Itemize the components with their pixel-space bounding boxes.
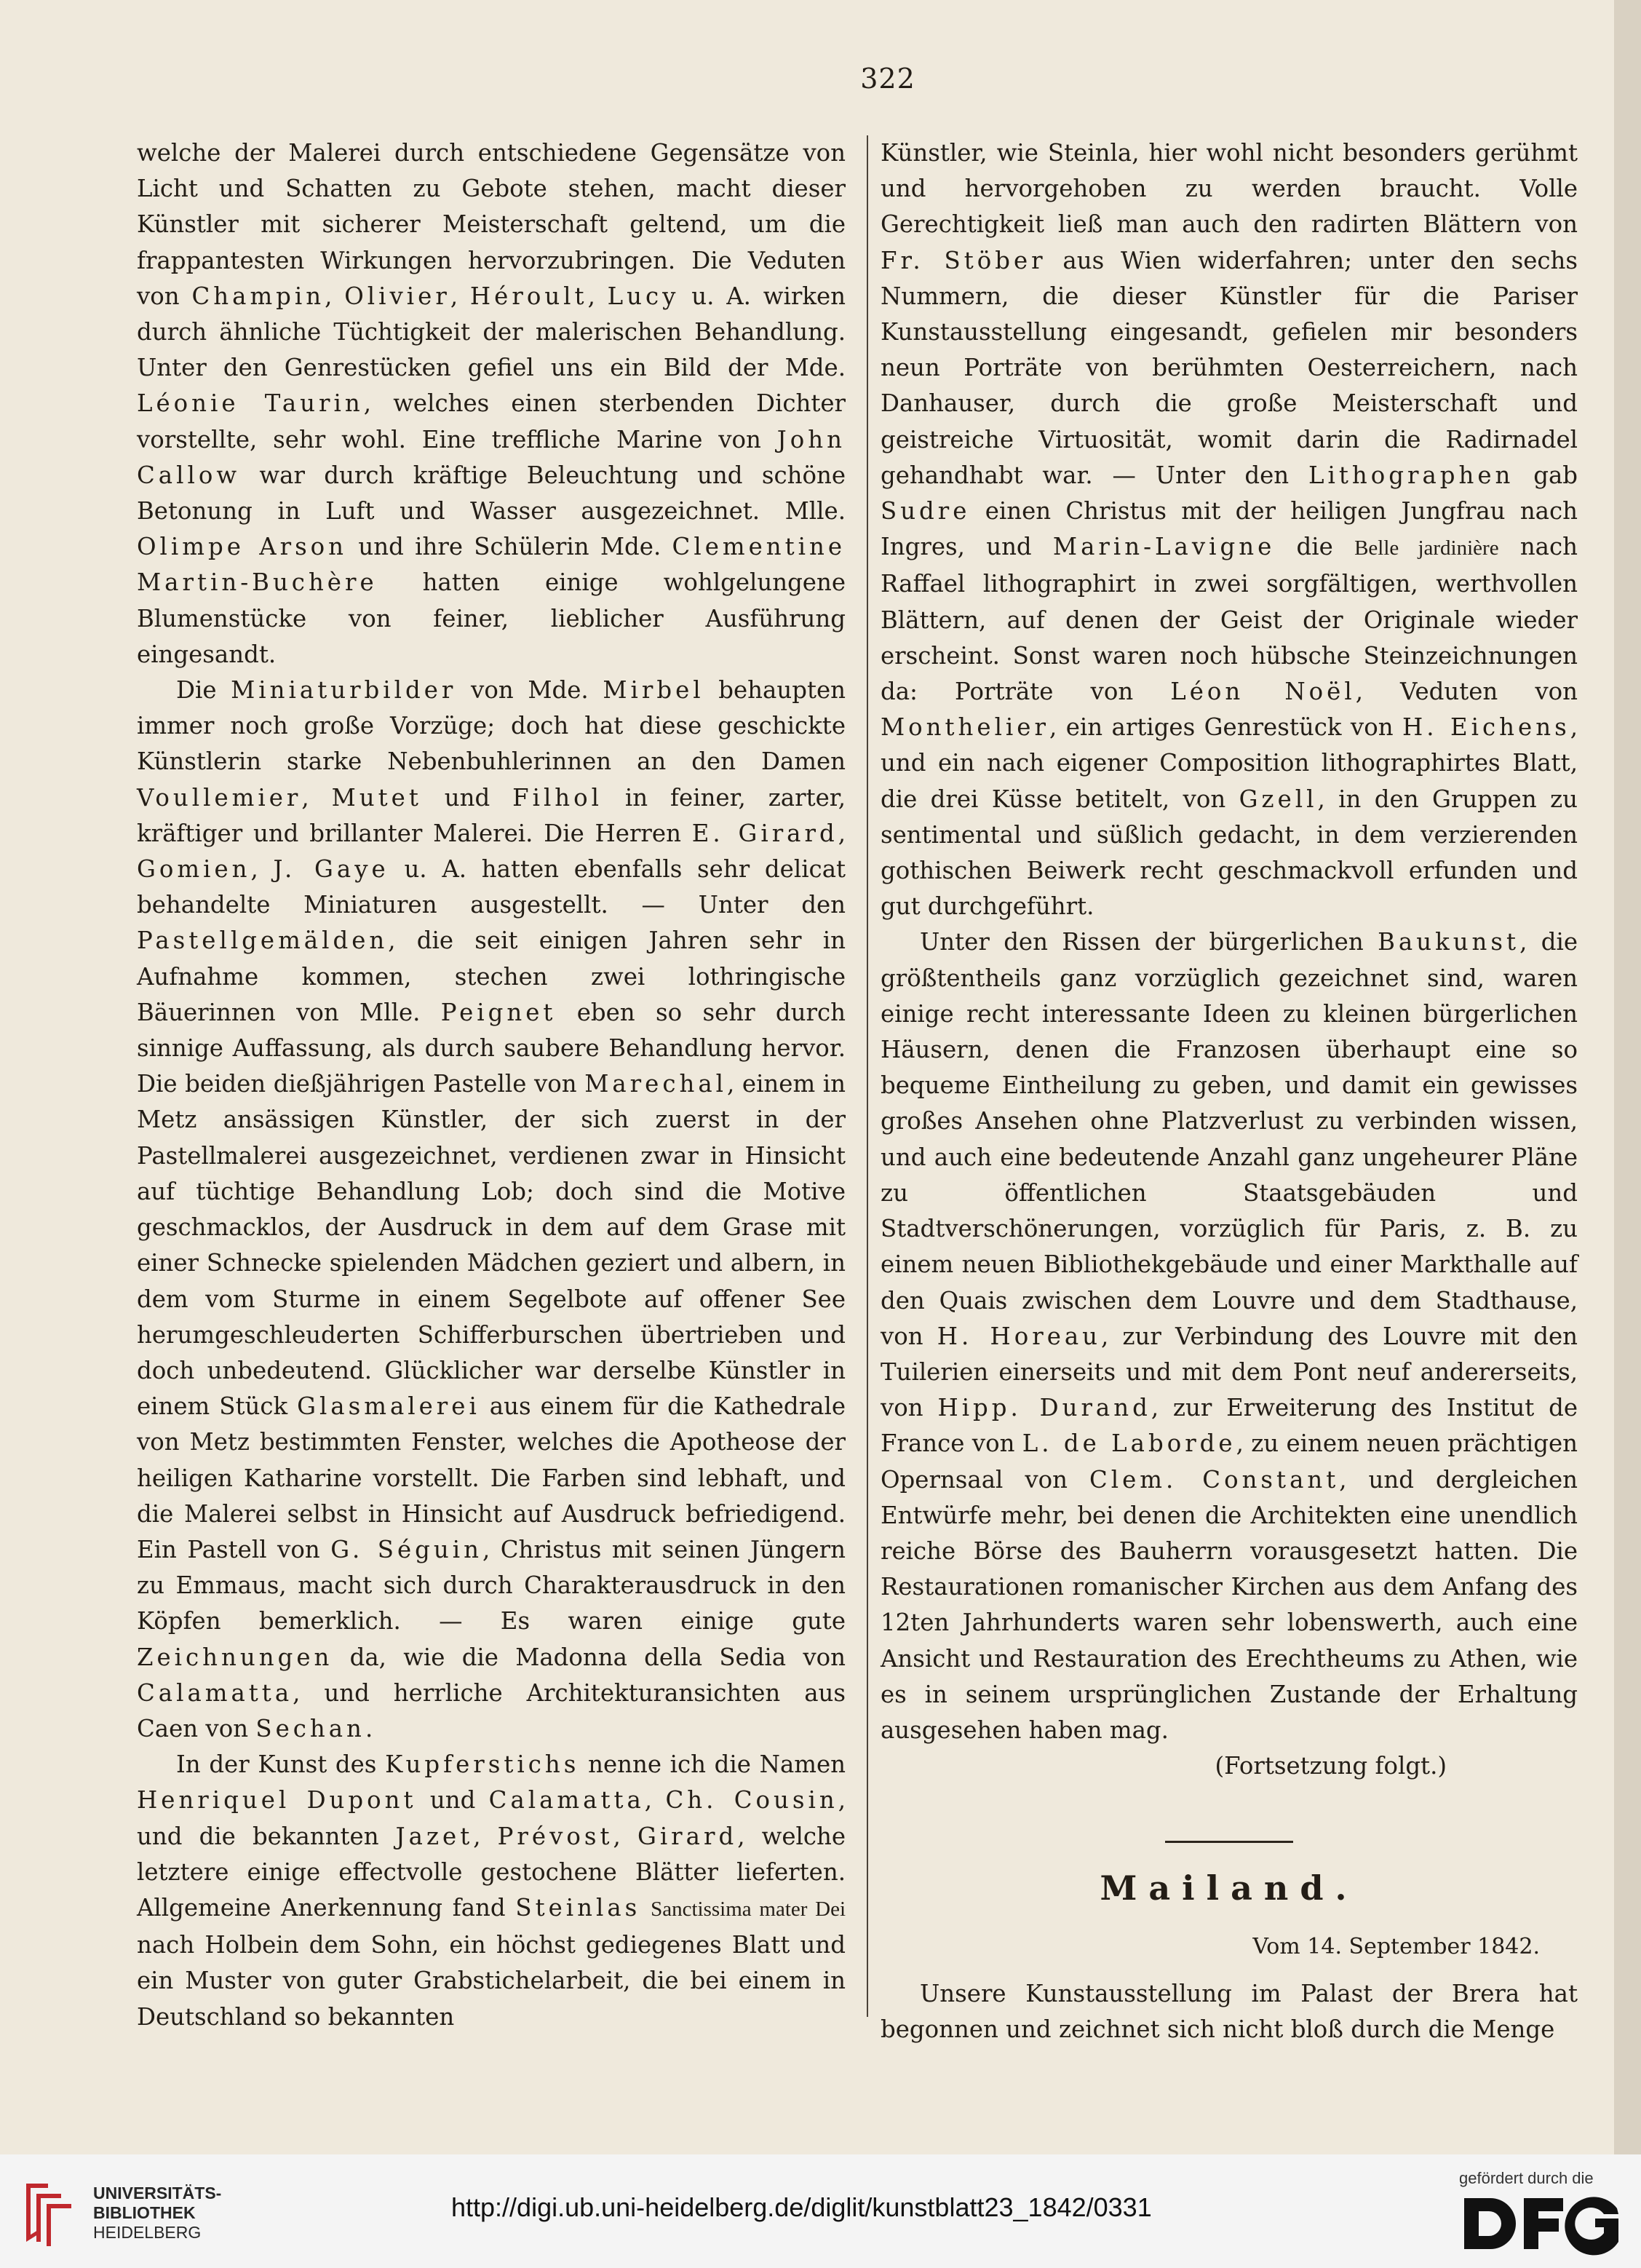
spaced-name: Monthelier	[881, 713, 1049, 742]
text-run: und	[421, 783, 513, 812]
spaced-name: Girard	[637, 1822, 738, 1850]
text-run: ,	[450, 282, 470, 310]
text-run: ,	[301, 783, 332, 812]
text-run: (Fortsetzung folgt.)	[1215, 1752, 1447, 1780]
spaced-name: Prévost	[497, 1822, 613, 1850]
library-name-line2: BIBLIOTHEK	[93, 2203, 196, 2222]
text-run: , und die bekannten	[137, 1786, 846, 1850]
text-run: , und ein nach eigener Composition lithographirtes Blatt, die drei Küsse betitelt, von	[881, 713, 1578, 813]
text-run: behaupten immer noch große Vorzüge; doch hat diese geschickte Künstlerin starke Nebenbuhlerinnen an den Damen	[137, 676, 846, 776]
spaced-name: Marin-Lavigne	[1052, 533, 1276, 561]
text-run: , die seit einigen Jahren sehr in Aufnahme kommen, stechen zwei lothringische Bäuerinnen von Mlle.	[137, 927, 846, 1026]
spaced-name: Clementine Martin-Buchère	[137, 533, 846, 597]
section-heading: Mailand.	[1100, 1868, 1359, 1908]
spaced-name: Hipp. Durand	[937, 1394, 1151, 1422]
latin-title: Belle jardinière	[1354, 536, 1499, 560]
text-run: Unsere Kunstausstellung im Palast der Brera hat begonnen und zeichnet sich nicht bloß durch die Menge	[881, 1979, 1578, 2043]
spaced-name: Pastellgemälden	[137, 927, 389, 955]
right-column-text	[881, 135, 1578, 1784]
ub-heidelberg-logo-icon	[16, 2178, 80, 2248]
latin-title: Sanctissima mater Dei	[651, 1897, 846, 1921]
text-run: die	[1275, 533, 1355, 561]
text-run: in feiner, zarter, kräftiger und brillanter Malerei. Die Herren	[137, 783, 846, 847]
funded-by-label: gefördert durch die	[1459, 2169, 1594, 2187]
text-run: , zu einem neuen prächtigen Opernsaal von	[881, 1430, 1578, 1494]
page-edge	[1614, 0, 1641, 2154]
dateline: Vom 14. September 1842.	[1252, 1933, 1540, 1959]
spaced-name: Glasmalerei	[297, 1392, 480, 1421]
dfg-logo-icon	[1461, 2184, 1621, 2253]
spaced-name: Olimpe Arson	[137, 533, 348, 561]
spaced-name: G. Séguin	[330, 1535, 482, 1563]
text-run: nach Raffael lithographirt in zwei sorgfältigen, werthvollen Blättern, auf denen der Geist der Originale wieder erscheint. Sonst waren noch hübsche Steinzeichnungen da: Porträte von	[881, 533, 1578, 706]
text-run: u. A. hatten ebenfalls sehr delicat behandelte Miniaturen ausgestellt. — Unter den	[137, 855, 846, 919]
spaced-name: H. Eichens	[1402, 713, 1570, 742]
spaced-name: Filhol	[512, 783, 603, 812]
text-run: , und dergleichen Entwürfe mehr, bei denen die Architekten eine unendlich reiche Börse des Bauherrn vorausgesetzt hatten. Die Restaurationen romanischer Kirchen aus dem Anfang des 12ten Jahrhunderts waren sehr lobenswerth, auch eine Ansicht und Restauration des Erechtheums zu Athen, wie es in seinem ursprünglichen Zustande der Erhaltung ausgesehen haben mag.	[881, 1465, 1578, 1744]
text-run: , einem in Metz ansässigen Künstler, der sich zuerst in der Pastellmalerei ausgezeichnet, verdienen zwar in Hinsicht auf tüchtige Behandlung Lob; doch sind die Motive geschmacklos, der Ausdruck in dem auf dem Grase mit einer Schnecke spielenden Mädchen geziert und albern, in dem vom Sturme in einem Segelbote auf offener See herumgeschleuderten Schifferburschen übertrieben und doch unbedeutend. Glücklicher war derselbe Künstler in einem Stück	[137, 1070, 846, 1421]
section-body	[881, 1976, 1578, 2047]
text-run: u. A. wirken durch ähnliche Tüchtigkeit der malerischen Behandlung. Unter den Genrestücken gefiel uns ein Bild der Mde.	[137, 282, 846, 382]
text-run: Künstler, wie Steinla, hier wohl nicht besonders gerühmt und hervorgehoben zu werden braucht. Volle Gerechtigkeit ließ man auch den radirten Blättern von	[881, 139, 1578, 239]
text-run: ,	[613, 1822, 637, 1850]
text-run: , welches einen sterbenden Dichter vorstellte, sehr wohl. Eine treffliche Marine von	[137, 389, 846, 453]
text-run: Unter den Rissen der bürgerlichen	[920, 928, 1378, 956]
text-run: aus Wien widerfahren; unter den sechs Nummern, die dieser Künstler für die Pariser Kunstausstellung eingesandt, gefielen mir besonders neun Porträte von berühmten Oesterreichern, nach Danhauser, durch die große Meisterschaft und geistreiche Virtuosität, womit darin die Radirnadel gehandhabt war. — Unter den	[881, 246, 1578, 489]
spaced-name: Fr. Stöber	[881, 246, 1046, 274]
spaced-name: Lithographen	[1308, 461, 1514, 489]
paragraph	[137, 135, 846, 673]
spaced-name: H. Horeau	[937, 1322, 1102, 1350]
text-run: war durch kräftige Beleuchtung und schöne Betonung in Luft und Wasser ausgezeichnet. Mlle.	[137, 461, 846, 526]
paragraph	[881, 1748, 1578, 1784]
text-run: nach Holbein dem Sohn, ein höchst gediegenes Blatt und ein Muster von guter Grabstichelarbeit, die bei einem in Deutschland so bekannten	[137, 1931, 846, 2031]
spaced-name: Ch. Cousin	[665, 1786, 838, 1815]
text-run: von Mde.	[456, 676, 603, 705]
text-run: hatten einige wohlgelungene Blumenstücke von feiner, lieblicher Ausführung eingesandt.	[137, 568, 846, 668]
paragraph	[881, 135, 1578, 924]
spaced-name: Jazet	[395, 1822, 474, 1850]
text-run: ,	[473, 1822, 498, 1850]
text-run: ,	[644, 1786, 666, 1815]
text-run: In der Kunst des	[176, 1750, 386, 1779]
spaced-name: Peignet	[440, 998, 557, 1026]
text-run: ,	[587, 282, 608, 310]
right-column	[881, 135, 1578, 2047]
library-name-line3: HEIDELBERG	[93, 2223, 202, 2242]
spaced-name: Clem. Constant	[1089, 1465, 1340, 1494]
text-run: , in den Gruppen zu sentimental und süßlich gedacht, in dem verzierenden gothischen Beiwerk recht geschmackvoll erfunden und gut durchgeführt.	[881, 785, 1578, 921]
text-run: , zur Erweiterung des Institut de France von	[881, 1394, 1578, 1458]
text-run: ,	[250, 855, 274, 884]
text-run: , welche letztere einige effectvolle gestochene Blätter lieferten. Allgemeine Anerkennung fand	[137, 1822, 846, 1922]
text-run: eben so sehr durch sinnige Auffassung, als durch saubere Behandlung hervor. Die beiden dießjährigen Pastelle von	[137, 998, 846, 1098]
left-column	[137, 135, 846, 2035]
column-rule	[867, 135, 868, 2017]
spaced-name: Mutet	[331, 783, 422, 812]
spaced-name: J. Gaye	[273, 855, 389, 884]
text-run: Die	[176, 676, 231, 705]
text-run: , die größtentheils ganz vorzüglich gezeichnet sind, waren einige recht interessante Ideen zu kleinen bürgerlichen Häusern, denen die Franzosen überhaupt eine so bequeme Eintheilung zu geben, und damit ein gewisses großes Ansehen ohne Platzverlust zu verbinden wissen, und auch eine bedeutende Anzahl ganz ungeheurer Pläne zu öffentlichen Staatsgebäuden und Stadtverschönerungen, vorzüglich für Paris, z. B. zu einem neuen Bibliothekgebäude und einer Markthalle auf den Quais zwischen dem Louvre und dem Stadthause, von	[881, 928, 1578, 1350]
spaced-name: Sechan	[255, 1714, 365, 1742]
text-run: , und herrliche Architekturansichten aus Caen von	[137, 1678, 846, 1742]
spaced-name: Mirbel	[603, 676, 704, 705]
paragraph	[881, 1976, 1578, 2047]
text-run: gab	[1514, 461, 1578, 489]
text-run: , Christus mit seinen Jüngern zu Emmaus, macht sich durch Charakterausdruck in den Köpfen bemerklich. — Es waren einige gute	[137, 1535, 846, 1635]
spaced-name: Léon Noël	[1170, 678, 1356, 706]
paragraph	[137, 1747, 846, 2035]
spaced-name: Baukunst	[1378, 928, 1520, 956]
text-run: und ihre Schülerin Mde.	[347, 533, 672, 561]
text-run	[640, 1894, 651, 1922]
spaced-name: Gomien	[137, 855, 251, 884]
spaced-name: Marechal	[584, 1070, 728, 1098]
text-run: ,	[838, 819, 846, 847]
spaced-name: L. de Laborde	[1022, 1430, 1236, 1458]
text-run: , Veduten von	[1355, 678, 1578, 706]
paragraph	[881, 924, 1578, 1748]
library-name-line1: UNIVERSITÄTS-	[93, 2184, 222, 2202]
page-number: 322	[860, 63, 915, 95]
spaced-name: Steinlas	[515, 1893, 641, 1922]
text-run: .	[365, 1714, 373, 1742]
spaced-name: Henriquel Dupont	[137, 1786, 417, 1815]
spaced-name: Léonie Taurin	[137, 389, 364, 418]
text-run: aus einem für die Kathedrale von Metz bestimmten Fenster, welches die Apotheose der heiligen Katharine vorstellt. Die Farben sind lebhaft, und die Malerei selbst in Hinsicht auf Ausdruck befriedigend. Ein Pastell von	[137, 1392, 846, 1563]
spaced-name: Kupferstichs	[385, 1750, 580, 1779]
library-name	[93, 2184, 221, 2243]
text-run: nenne ich die Namen	[579, 1750, 846, 1779]
text-run: da, wie die Madonna della Sedia von	[333, 1643, 846, 1671]
text-run: einen Christus mit der heiligen Jungfrau nach Ingres, und	[881, 497, 1578, 561]
spaced-name: Calamatta	[488, 1786, 645, 1815]
spaced-name: Zeichnungen	[137, 1643, 333, 1671]
spaced-name: Miniaturbilder	[231, 676, 457, 705]
left-column-text	[137, 135, 846, 2035]
section-divider	[1165, 1841, 1293, 1843]
spaced-name: Sudre	[881, 497, 971, 526]
spaced-name: Calamatta	[137, 1678, 293, 1707]
paragraph	[137, 673, 846, 1747]
spaced-name: Lucy	[607, 282, 680, 310]
spaced-name: Voullemier	[137, 783, 302, 812]
spaced-name: E. Girard	[691, 819, 838, 847]
spaced-name: John Callow	[137, 425, 846, 489]
text-run: , ein artiges Genrestück von	[1049, 713, 1403, 742]
spaced-name: Héroult	[469, 282, 588, 310]
text-run: ,	[325, 282, 345, 310]
permalink-url[interactable]: http://digi.ub.uni-heidelberg.de/diglit/kunstblatt23_1842/0331	[451, 2192, 1152, 2222]
digitization-footer	[0, 2154, 1641, 2268]
funder-name: DFG	[1461, 2184, 1486, 2197]
text-run: und	[416, 1786, 489, 1815]
spaced-name: Champin	[191, 282, 325, 310]
text-run: , zur Verbindung des Louvre mit den Tuilerien einerseits und mit dem Pont neuf andererseits, von	[881, 1322, 1578, 1422]
text-run: welche der Malerei durch entschiedene Gegensätze von Licht und Schatten zu Gebote stehen, macht dieser Künstler mit sicherer Meisterschaft geltend, um die frappantesten Wirkungen hervorzubringen. Die Veduten von	[137, 139, 846, 310]
spaced-name: Olivier	[344, 282, 450, 310]
spaced-name: Gzell	[1239, 785, 1318, 813]
